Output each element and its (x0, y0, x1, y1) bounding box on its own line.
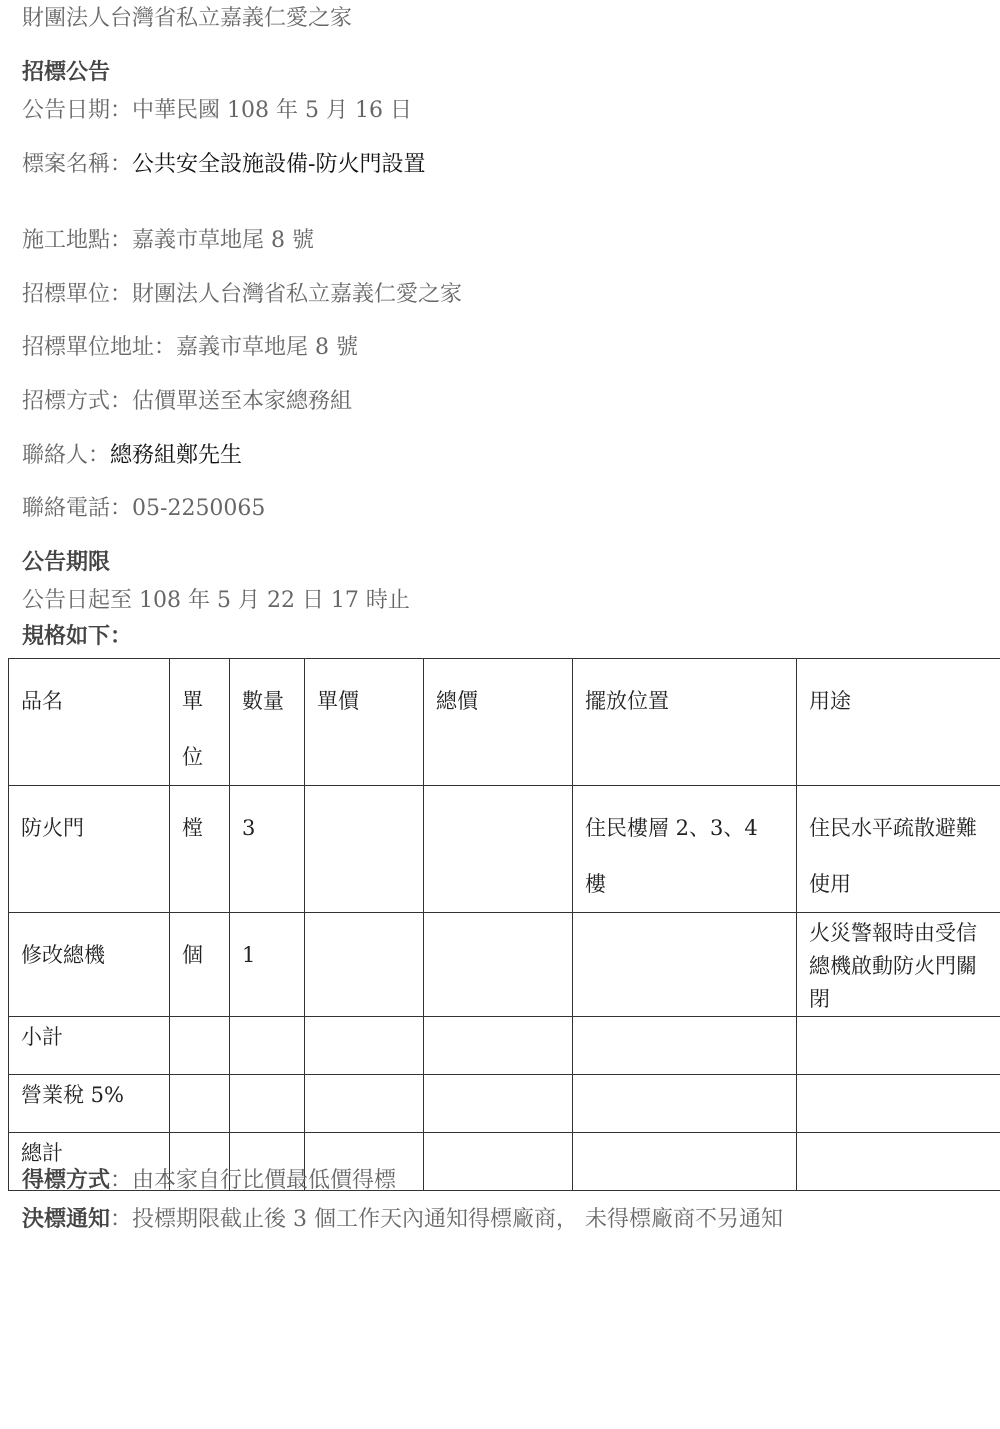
contact-value: 總務組鄭先生 (110, 443, 243, 468)
table-cell (424, 1133, 573, 1191)
table-header-row (9, 659, 1000, 786)
table-cell (573, 913, 797, 1017)
org-name: 財團法人台灣省私立嘉義仁愛之家 (22, 6, 353, 31)
table-cell (424, 1017, 573, 1075)
unit-value: 財團法人台灣省私立嘉義仁愛之家 (132, 282, 463, 307)
header-cell: 用途 (797, 659, 1000, 786)
table-cell: 防火門 (9, 786, 170, 913)
table-cell: 樘 (170, 786, 230, 913)
table-cell (424, 1075, 573, 1133)
spec-title: 規格如下： (22, 624, 133, 649)
table-cell: 營業稅 5% (9, 1075, 170, 1133)
contact-label: 聯絡人： (22, 443, 111, 468)
table-row (9, 1017, 1000, 1075)
table-cell: 小計 (9, 1017, 170, 1075)
header-cell: 品名 (9, 659, 170, 786)
case-name (22, 150, 425, 180)
address-label: 招標單位地址： (22, 335, 177, 360)
header-cell: 擺放位置 (573, 659, 797, 786)
unit-label: 招標單位： (22, 282, 133, 307)
table-cell: 住民水平疏散避難使用 (797, 786, 1000, 913)
table-cell (305, 1075, 424, 1133)
notice-date (22, 96, 412, 126)
table-cell: 個 (170, 913, 230, 1017)
period-title: 公告期限 (22, 550, 111, 575)
header-cell: 總價 (424, 659, 573, 786)
contact-person (22, 441, 242, 471)
header-cell: 單價 (305, 659, 424, 786)
award-label: 得標方式 (22, 1168, 111, 1193)
table-cell (230, 1017, 305, 1075)
table-cell (797, 1075, 1000, 1133)
tender-method (22, 387, 352, 417)
contact-phone (22, 494, 265, 524)
notice-title: 招標公告 (22, 60, 111, 85)
table-cell (797, 1133, 1000, 1191)
phone-label: 聯絡電話： (22, 496, 133, 521)
decision-value: ：投標期限截止後 3 個工作天內通知得標廠商， 未得標廠商不另通知 (110, 1207, 783, 1232)
table-cell (170, 1017, 230, 1075)
table-cell (573, 1017, 797, 1075)
method-label: 招標方式： (22, 389, 133, 414)
table-cell (230, 1075, 305, 1133)
table-cell: 1 (230, 913, 305, 1017)
table-cell: 火災警報時由受信總機啟動防火門關閉 (797, 913, 1000, 1017)
address-value: 嘉義市草地尾 8 號 (176, 335, 358, 360)
table-cell (797, 1017, 1000, 1075)
tender-address (22, 333, 358, 363)
period-value: 公告日起至 108 年 5 月 22 日 17 時止 (22, 588, 410, 613)
table-cell (573, 1075, 797, 1133)
date-label: 公告日期： (22, 98, 133, 123)
table-cell (424, 913, 573, 1017)
table-cell: 住民樓層 2、3、4 樓 (573, 786, 797, 913)
header-cell: 數量 (230, 659, 305, 786)
table-cell: 修改總機 (9, 913, 170, 1017)
award-method (22, 1166, 396, 1196)
method-value: 估價單送至本家總務組 (132, 389, 353, 414)
table-cell (305, 1017, 424, 1075)
table-cell (305, 786, 424, 913)
site-label: 施工地點： (22, 228, 133, 253)
decision-notice (22, 1205, 783, 1235)
table-cell (573, 1133, 797, 1191)
table-cell (305, 913, 424, 1017)
table-cell: 3 (230, 786, 305, 913)
site-value: 嘉義市草地尾 8 號 (132, 228, 314, 253)
table-row (9, 786, 1000, 913)
case-label: 標案名稱： (22, 152, 133, 177)
table-cell (424, 786, 573, 913)
construction-site (22, 226, 314, 256)
header-cell: 單位 (170, 659, 230, 786)
case-value: 公共安全設施設備-防火門設置 (132, 152, 426, 177)
phone-value: 05-2250065 (132, 496, 266, 521)
table-row (9, 913, 1000, 1017)
table-cell: 總計 (9, 1133, 170, 1191)
table-row (9, 1075, 1000, 1133)
date-value: 中華民國 108 年 5 月 16 日 (132, 98, 412, 123)
table-cell (170, 1075, 230, 1133)
decision-label: 決標通知 (22, 1207, 111, 1232)
tender-unit (22, 280, 462, 310)
award-value: ：由本家自行比價最低價得標 (110, 1168, 397, 1193)
spec-table (8, 658, 1000, 1191)
